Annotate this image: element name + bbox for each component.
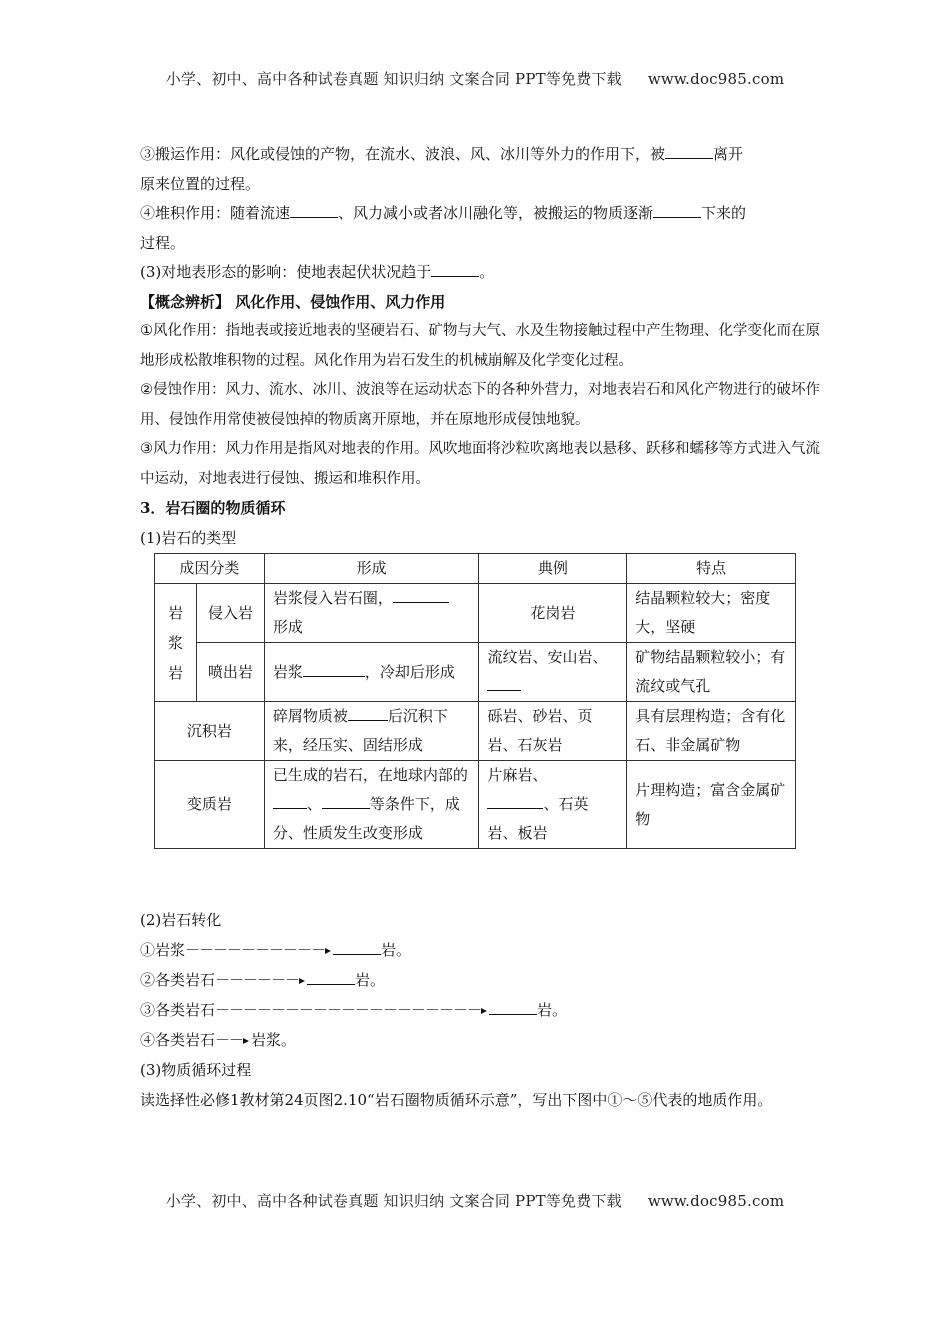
arrow-line: －－ <box>215 1031 244 1049</box>
table-row <box>155 761 796 849</box>
concept-weathering: ①风化作用：指地表或接近地表的坚硬岩石、矿物与大气、水及生物接触过程中产生物理、化学变化而在原地形成松散堆积物的过程。风化作用为岩石发生的机械崩解及化学变化过程。 <box>140 323 820 369</box>
arrow-line: －－－－－－ <box>215 971 300 989</box>
header-cell: 典例 <box>479 554 627 584</box>
feature-cell: 具有层理构造；含有化石、非金属矿物 <box>627 702 796 761</box>
formation-cell: 岩浆 ，冷却后形成 <box>264 643 479 702</box>
page-header <box>0 68 950 89</box>
page-footer <box>0 1190 950 1211</box>
reading-instruction: 读选择性必修1教材第24页图2.10“岩石圈物质循环示意”，写出下图中①～⑤代表的地质作用。 <box>140 1091 773 1109</box>
feature-cell: 矿物结晶颗粒较小；有流纹或气孔 <box>627 643 796 702</box>
para-transport-cont: 原来位置的过程。 <box>140 174 261 193</box>
concept-wind: ③风力作用：风力作用是指风对地表的作用。风吹地面将沙粒吹离地表以悬移、跃移和蠕移等方式进入气流中运动，对地表进行侵蚀、搬运和堆积作用。 <box>140 441 820 487</box>
concept-title: 【概念辨析】 风化作用、侵蚀作用、风力作用 <box>140 292 446 311</box>
footer-site[interactable]: www.doc985.com <box>647 1192 785 1210</box>
table-row <box>155 643 796 702</box>
conversion-section <box>140 905 820 1115</box>
example-cell: 流纹岩、安山岩、 <box>479 643 627 702</box>
blank <box>431 259 479 277</box>
arrow-line: －－－－－－－－－－－－－－－－－－－ <box>215 1001 482 1019</box>
arrow-head-icon <box>299 978 305 984</box>
rock-name: 变质岩 <box>155 761 265 849</box>
arrow-head-icon <box>325 948 331 954</box>
blank <box>489 997 537 1015</box>
conversion-3: ③各类岩石－－－－－－－－－－－－－－－－－－－ 岩。 <box>140 995 820 1025</box>
arrow-line: －－－－－－－－－－ <box>185 941 326 959</box>
header-site[interactable]: www.doc985.com <box>647 70 785 88</box>
magma-cell: 岩 浆 岩 <box>155 584 197 702</box>
para-deposit: ④堆积作用：随着流速 、风力减小或者冰川融化等，被搬运的物质逐渐 下来的 <box>140 199 820 229</box>
rock-types-table <box>154 553 796 849</box>
formation-cell: 已生成的岩石，在地球内部的、 等条件下，成分、性质发生改变形成 <box>264 761 479 849</box>
para-transport: ③搬运作用：风化或侵蚀的产物，在流水、波浪、风、冰川等外力的作用下，被 离开 <box>140 140 820 170</box>
blank <box>487 673 521 691</box>
arrow-head-icon <box>243 1038 249 1044</box>
conversion-2: ②各类岩石－－－－－－ 岩。 <box>140 965 820 995</box>
blank <box>665 141 713 159</box>
blank <box>322 791 370 809</box>
concept-erosion: ②侵蚀作用：风力、流水、冰川、波浪等在运动状态下的各种外营力，对地表岩石和风化产物进行的破坏作用、侵蚀作用常使被侵蚀掉的物质离开原地，并在原地形成侵蚀地貌。 <box>140 382 820 428</box>
blank <box>653 200 701 218</box>
main-text <box>140 140 820 553</box>
example-cell: 片麻岩、 、石英岩、板岩 <box>479 761 627 849</box>
table-row <box>155 584 796 643</box>
header-cell: 形成 <box>264 554 479 584</box>
conversion-4: ④各类岩石－－ 岩浆。 <box>140 1031 297 1049</box>
formation-cell: 碎屑物质被 后沉积下来，经压实、固结形成 <box>264 702 479 761</box>
feature-cell: 片理构造；富含金属矿物 <box>627 761 796 849</box>
rock-name: 喷出岩 <box>196 643 264 702</box>
formation-cell: 岩浆侵入岩石圈， 形成 <box>264 584 479 643</box>
table-header-row <box>155 554 796 584</box>
blank <box>290 200 338 218</box>
subheading-types: (1)岩石的类型 <box>140 528 237 547</box>
table-row <box>155 702 796 761</box>
blank <box>487 791 543 809</box>
header-cell: 成因分类 <box>155 554 265 584</box>
example-cell: 花岗岩 <box>479 584 627 643</box>
para-effect: (3)对地表形态的影响：使地表起伏状况趋于 。 <box>140 258 820 288</box>
blank <box>303 659 365 677</box>
rock-name: 沉积岩 <box>155 702 265 761</box>
blank <box>307 967 355 985</box>
example-cell: 砾岩、砂岩、页岩、石灰岩 <box>479 702 627 761</box>
conversion-1: ①岩浆－－－－－－－－－－ 岩。 <box>140 935 820 965</box>
blank <box>393 585 449 603</box>
feature-cell: 结晶颗粒较大；密度大，坚硬 <box>627 584 796 643</box>
subheading-conversion: (2)岩石转化 <box>140 911 222 929</box>
footer-text: 小学、初中、高中各种试卷真题 知识归纳 文案合同 PPT等免费下载 <box>165 1192 622 1210</box>
arrow-head-icon <box>481 1008 487 1014</box>
para-deposit-cont: 过程。 <box>140 233 186 252</box>
section-heading: 3．岩石圈的物质循环 <box>140 499 286 517</box>
blank <box>348 703 388 721</box>
blank <box>273 791 307 809</box>
header-cell: 特点 <box>627 554 796 584</box>
header-text: 小学、初中、高中各种试卷真题 知识归纳 文案合同 PPT等免费下载 <box>165 70 622 88</box>
blank <box>333 937 381 955</box>
rock-name: 侵入岩 <box>196 584 264 643</box>
subheading-cycle: (3)物质循环过程 <box>140 1061 252 1079</box>
